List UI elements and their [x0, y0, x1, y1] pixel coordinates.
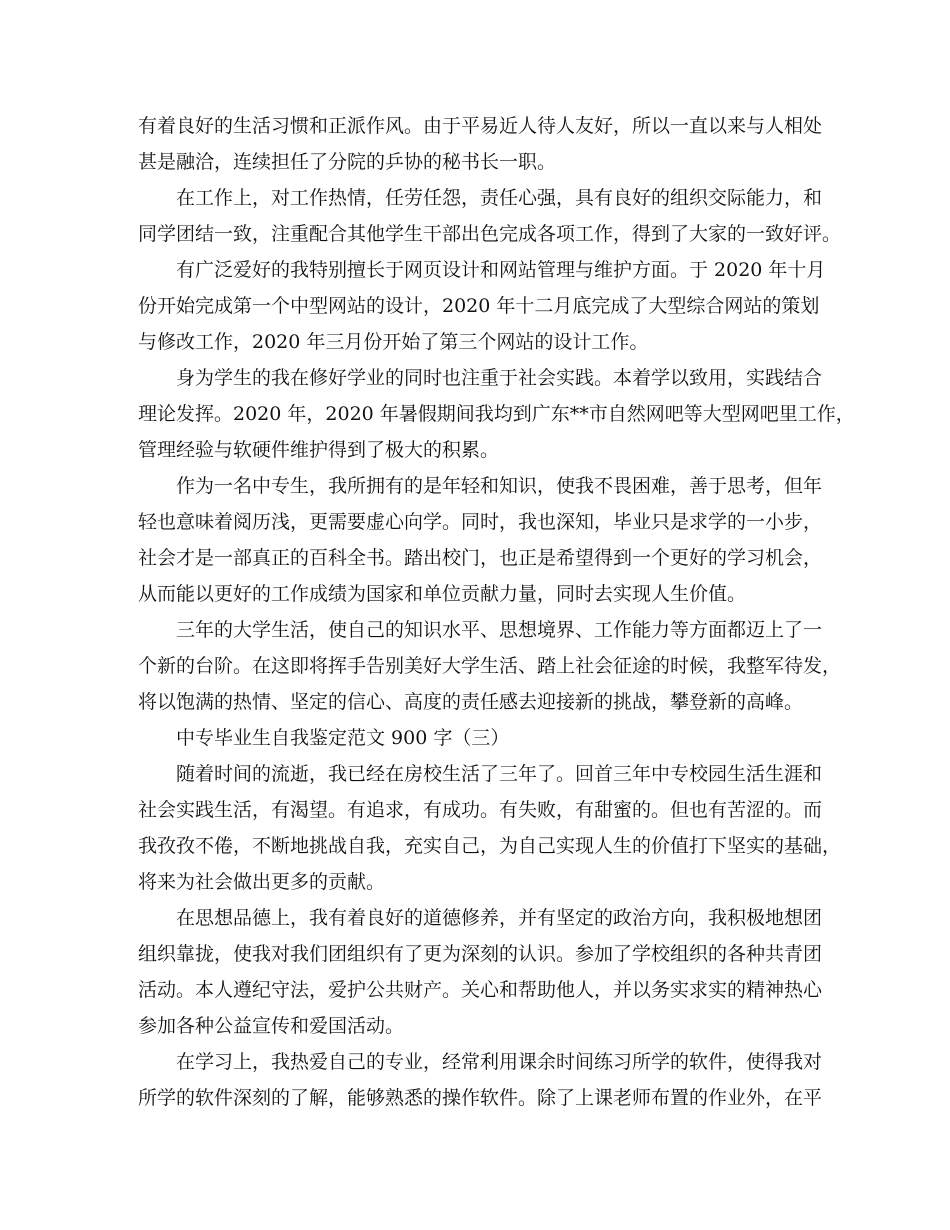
- text-line: 管理经验与软硬件维护得到了极大的积累。: [138, 439, 500, 461]
- paragraph: [138, 252, 826, 360]
- paragraph: [138, 720, 818, 756]
- text-line: 参加各种公益宣传和爱国活动。: [138, 1015, 405, 1037]
- text-line: 社会才是一部真正的百科全书。踏出校门，也正是希望得到一个更好的学习机会，: [138, 547, 823, 569]
- text-line: 在思想品德上，我有着良好的道德修养，并有坚定的政治方向，我积极地想团: [176, 907, 823, 929]
- text-line: 理论发挥。2020 年，2020 年暑假期间我均到广东**市自然网吧等大型网吧里工作，: [138, 403, 855, 425]
- text-line: 随着时间的流逝，我已经在房校生活了三年了。回首三年中专校园生活生涯和: [176, 763, 823, 785]
- paragraph: [138, 612, 842, 720]
- paragraph: [138, 108, 823, 180]
- text-line: 三年的大学生活，使自己的知识水平、思想境界、工作能力等方面都迈上了一: [176, 619, 823, 641]
- text-line: 活动。本人遵纪守法，爱护公共财产。关心和帮助他人，并以务实求实的精神热心: [138, 979, 823, 1001]
- text-line: 组织靠拢，使我对我们团组织有了更为深刻的认识。参加了学校组织的各种共青团: [138, 943, 823, 965]
- text-line: 在工作上，对工作热情，任劳任怨，责任心强，具有良好的组织交际能力，和: [176, 187, 823, 209]
- text-line: 将来为社会做出更多的贡献。: [138, 871, 386, 893]
- text-line: 甚是融洽，连续担任了分院的乒协的秘书长一职。: [138, 151, 557, 173]
- text-line: 身为学生的我在修好学业的同时也注重于社会实践。本着学以致用，实践结合: [176, 367, 823, 389]
- text-line: 个新的台阶。在这即将挥手告别美好大学生活、踏上社会征途的时候，我整军待发，: [138, 655, 842, 677]
- paragraph: [138, 468, 823, 612]
- paragraph: [138, 1044, 823, 1116]
- paragraph: [138, 360, 855, 468]
- text-line: 所学的软件深刻的了解，能够熟悉的操作软件。除了上课老师布置的作业外，在平: [138, 1087, 823, 1109]
- text-line: 作为一名中专生，我所拥有的是年轻和知识，使我不畏困难，善于思考，但年: [176, 475, 823, 497]
- text-line: 有着良好的生活习惯和正派作风。由于平易近人待人友好，所以一直以来与人相处: [138, 115, 823, 137]
- text-line: 同学团结一致，注重配合其他学生干部出色完成各项工作，得到了大家的一致好评。: [138, 223, 842, 245]
- text-line: 我孜孜不倦，不断地挑战自我，充实自己，为自己实现人生的价值打下坚实的基础，: [138, 835, 842, 857]
- text-line: 轻也意味着阅历浅，更需要虚心向学。同时，我也深知，毕业只是求学的一小步，: [138, 511, 823, 533]
- text-line: 中专毕业生自我鉴定范文 900 字（三）: [176, 727, 510, 749]
- text-line: 社会实践生活，有渴望。有追求，有成功。有失败，有甜蜜的。但也有苦涩的。而: [138, 799, 823, 821]
- text-line: 将以饱满的热情、坚定的信心、高度的责任感去迎接新的挑战，攀登新的高峰。: [138, 691, 804, 713]
- paragraph: [138, 756, 842, 900]
- text-line: 与修改工作，2020 年三月份开始了第三个网站的设计工作。: [138, 331, 649, 353]
- document-body: [138, 108, 855, 1116]
- paragraph: [138, 180, 842, 252]
- paragraph: [138, 900, 823, 1044]
- text-line: 份开始完成第一个中型网站的设计，2020 年十二月底完成了大型综合网站的策划: [138, 295, 820, 317]
- text-line: 从而能以更好的工作成绩为国家和单位贡献力量，同时去实现人生价值。: [138, 583, 747, 605]
- text-line: 有广泛爱好的我特别擅长于网页设计和网站管理与维护方面。于 2020 年十月: [176, 259, 826, 281]
- text-line: 在学习上，我热爱自己的专业，经常利用课余时间练习所学的软件，使得我对: [176, 1051, 823, 1073]
